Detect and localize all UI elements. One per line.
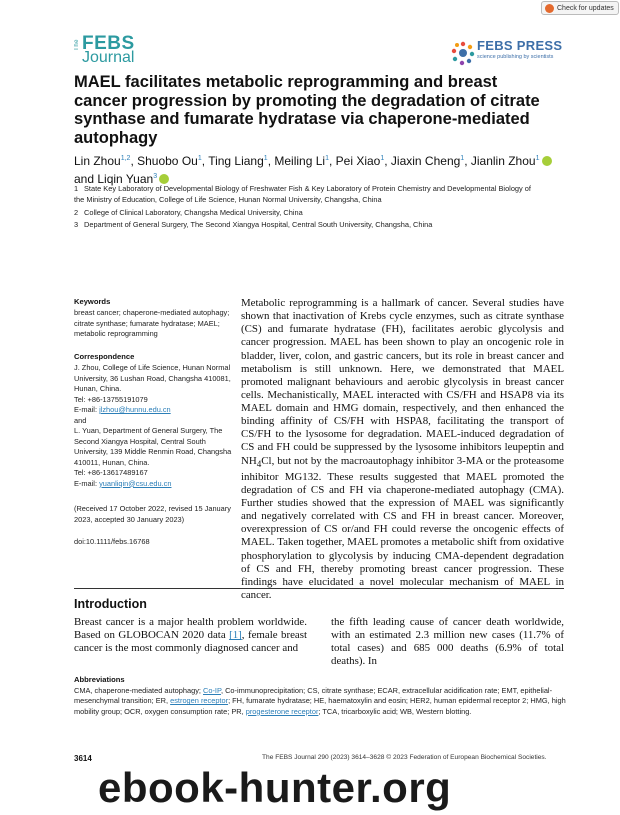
introduction-right-column: the fifth leading cause of cancer death worldwide, with an estimated 2.3 million new cases (11.7% of total cases) and 685 000 deaths (6.9% of total deaths). In (331, 616, 564, 667)
watermark: ebook-hunter.org (98, 764, 452, 811)
received-dates: (Received 17 October 2022, revised 15 January 2023, accepted 30 January 2023) (74, 504, 231, 524)
author: Lin Zhou$^{1,2}$, (74, 154, 138, 168)
keywords-text: breast cancer; chaperone-mediated autophagy; citrate synthase; fumarate hydratase; MAEL; metabolic reprogramming (74, 308, 230, 338)
email-link[interactable]: jlzhou@hunnu.edu.cn (99, 405, 171, 414)
journal-logo-journal: Journal (82, 49, 135, 66)
affiliation-1: 1 State Key Laboratory of Developmental Biology of Freshwater Fish & Key Laboratory of Protein Chemistry and Developmental Biology of the Ministry of Education, College of Life Science, Hunan Normal University, Changsha, China (74, 184, 531, 204)
febs-press-name: FEBS PRESS (477, 38, 563, 53)
article-title: MAEL facilitates metabolic reprogramming and breast cancer progression by promoting the degradation of citrate synthase and fumarate hydratase via chaperone-mediated autophagy (74, 73, 540, 147)
author: Ting Liang$^1$, (208, 154, 275, 168)
section-divider (74, 588, 564, 589)
correspondence-tel-1: Tel: +86-13755191079 (74, 394, 148, 404)
email-link[interactable]: yuanliqin@csu.edu.cn (99, 478, 172, 488)
abbr-link[interactable]: estrogen receptor (170, 696, 229, 706)
author: Liqin Yuan$^3$ (97, 172, 171, 186)
correspondence-tel-2: Tel: +86-13617489167 (74, 468, 148, 477)
orcid-icon[interactable] (542, 156, 552, 166)
page-number: 3614 (74, 754, 92, 763)
author: Jianlin Zhou$^1$ and (74, 154, 554, 186)
author: Shuobo Ou$^1$, (137, 154, 209, 168)
febs-press-logo-icon (449, 39, 477, 67)
author: Jiaxin Cheng$^1$, (390, 154, 471, 168)
introduction-left-column: Breast cancer is a major health problem worldwide. Based on GLOBOCAN 2020 data [1], female breast cancer is the most commonly diagnosed cancer and (74, 616, 308, 654)
correspondence-address-1: J. Zhou, College of Life Science, Hunan Normal University, 36 Lushan Road, Changsha 410081, Hunan, China. (74, 363, 231, 393)
febs-press-tagline: science publishing by scientists (477, 54, 554, 60)
abstract: Metabolic reprogramming is a hallmark of cancer. Several studies have shown that inactivation of Krebs cycle enzymes, such as citrate synthase (CS) and fumarate hydratase (FH), facilitates aerobic glycolysis and cancer progression. MAEL has been shown to play an oncogenic role in bladder, liver, colon, and gastric cancers, but its role in breast cancer and metabolism is still unknown. Here, we demonstrated that MAEL promoted malignant behaviours and aerobic glycolysis in breast cancer cells. Mechanistically, MAEL interacted with CS/FH and HSAP8 via its MAEL domain and HMG domain, respectively, and then enhanced the binding affinity of CS/FH with HSPA8, facilitating the transport of CS/FH to the lysosome for degradation. MAEL-induced degradation of CS and FH could be suppressed by the lysosome inhibitors leupeptin and $NH_4Cl$, but not by the macroautophagy inhibitor 3-MA or the proteasome inhibitor MG132. These results suggested that MAEL promoted the degradation of CS and FH via chaperone-mediated autophagy (CMA). Further studies showed that the expression of MAEL was significantly and negatively correlated with CS and FH in breast cancer. Moreover, overexpression of CS or/and FH could reverse the oncogenic effects of MAEL. Taken together, MAEL promotes a metabolic shift from oxidative phosphorylation to glycolysis by inducing CMA-dependent degradation of CS and FH, thereby promoting breast cancer progression. These findings have elucidated a novel molecular mechanism of MAEL in cancer. (241, 297, 564, 601)
journal-logo-febs: FEBS (82, 33, 135, 54)
abbr-link[interactable]: progesterone receptor (245, 706, 319, 716)
correspondence-block (74, 363, 234, 489)
correspondence-email-1: E-mail: jlzhou@hunnu.edu.cn (74, 405, 171, 414)
correspondence-email-2: E-mail: yuanliqin@csu.edu.cn (74, 478, 172, 488)
author: Meiling Li$^1$, (274, 154, 336, 168)
reference-link[interactable]: [1] (229, 629, 242, 641)
journal-logo-the: The (74, 39, 80, 51)
introduction-heading: Introduction (74, 597, 147, 611)
abbr-link[interactable]: Co-IP (203, 686, 221, 695)
check-for-updates-label: Check for updates (557, 5, 614, 12)
correspondence-heading: Correspondence (74, 352, 135, 361)
author-list (74, 151, 574, 187)
orcid-icon[interactable] (159, 174, 169, 184)
affiliation-3: 3 Department of General Surgery, The Second Xiangya Hospital, Central South University, Changsha, China (74, 220, 433, 229)
abbreviations-heading: Abbreviations (74, 675, 125, 684)
keywords-heading: Keywords (74, 297, 111, 306)
doi: doi:10.1111/febs.16768 (74, 537, 150, 546)
correspondence-address-2: L. Yuan, Department of General Surgery, The Second Xiangya Hospital, Central South University, 139 Middle Renmin Road, Changsha 410011, Hunan, China. (74, 426, 232, 467)
affiliation-2: 2 College of Clinical Laboratory, Changsha Medical University, China (74, 208, 303, 217)
journal-citation-footer: The FEBS Journal 290 (2023) 3614–3628 © 2023 Federation of European Biochemical Societies. (262, 754, 547, 761)
correspondence-and: and (74, 415, 87, 425)
crossmark-icon (545, 4, 554, 13)
author: Pei Xiao$^1$, (335, 154, 391, 168)
abbreviations-text: CMA, chaperone-mediated autophagy; Co-IP, Co-immunoprecipitation; CS, citrate synthase; ECAR, extracellular acidification rate; EMT, epithelial-mesenchymal transition; ER, estrogen receptor; FH, fumarate hydratase; HE, haematoxylin and eosin; HER2, human epidermal receptor 2; HMG, high mobility group; OCR, oxygen consumption rate; PR, progesterone receptor; TCA, tricarboxylic acid; WB, Western blotting. (74, 686, 566, 716)
check-for-updates-button[interactable] (541, 1, 619, 15)
